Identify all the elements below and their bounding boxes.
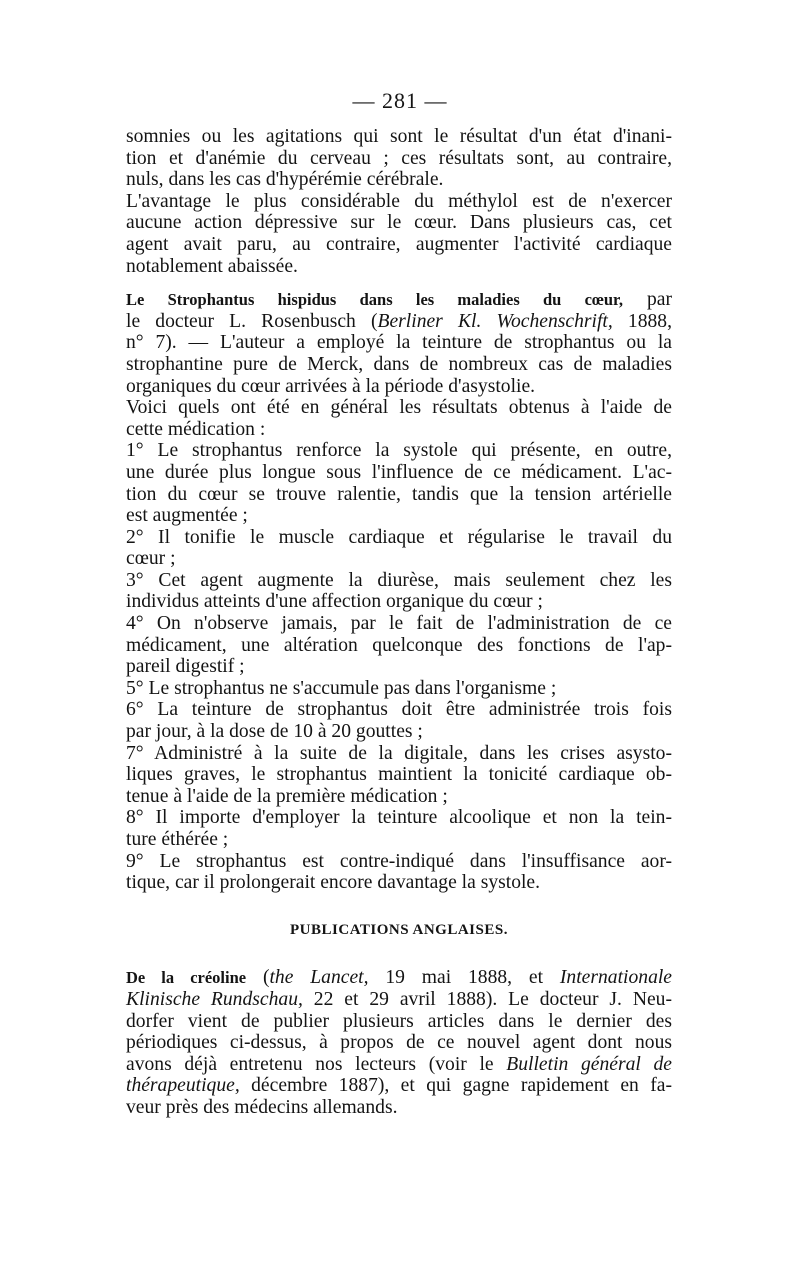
text-line: 6° La teinture de strophantus doit être administrée trois fois	[126, 699, 672, 721]
text-line: 9° Le strophantus est contre-indiqué dans l'insuffisance aor-	[126, 850, 672, 872]
text-line: 4° On n'observe jamais, par le fait de l'administration de ce	[126, 613, 672, 635]
text-line: périodiques ci-dessus, à propos de ce nouvel agent dont nous	[126, 1032, 672, 1054]
text-line: 5° Le strophantus ne s'accumule pas dans l'organisme ;	[126, 677, 557, 699]
text-line: par jour, à la dose de 10 à 20 gouttes ;	[126, 721, 423, 743]
text-line: strophantine pure de Merck, dans de nombreux cas de maladies	[126, 353, 672, 375]
text-line: agent avait paru, au contraire, augmenter l'activité cardiaque	[126, 233, 672, 255]
text-line: organiques du cœur arrivées à la période d'asystolie.	[126, 375, 536, 397]
text-line: médicament, une altération quelconque des fonctions de l'ap-	[126, 634, 672, 656]
text-line: n° 7). — L'auteur a employé la teinture de strophantus ou la	[126, 332, 672, 354]
journal-name: thérapeutique,	[126, 1075, 240, 1097]
text-line	[126, 989, 672, 1011]
list-item	[126, 743, 672, 808]
text-fragment: 1888,	[612, 310, 672, 332]
text-line	[126, 967, 672, 989]
text-line	[126, 1054, 672, 1076]
text-line: 2° Il tonifie le muscle cardiaque et régularise le travail du	[126, 526, 672, 548]
text-line: individus atteints d'une affection organique du cœur ;	[126, 591, 543, 613]
list-item	[126, 570, 672, 613]
text-line: aucune action dépressive sur le cœur. Dans plusieurs cas, cet	[126, 212, 672, 234]
paragraph-methylol	[126, 191, 672, 277]
article-creoline	[126, 967, 672, 1118]
page-body	[126, 126, 672, 1119]
article-strophantus	[126, 289, 672, 440]
text-fragment: avons déjà entretenu nos lecteurs (voir le	[126, 1053, 507, 1075]
journal-name: the Lancet,	[269, 967, 369, 989]
text-line: somnies ou les agitations qui sont le résultat d'un état d'inani-	[126, 126, 672, 147]
journal-name: Internationale	[559, 967, 673, 989]
article-title: De la créoline	[126, 968, 247, 988]
text-line: notablement abaissée.	[126, 255, 298, 277]
text-line: pareil digestif ;	[126, 656, 245, 678]
paragraph-intro	[126, 126, 672, 191]
text-line: L'avantage le plus considérable du méthylol est de n'exercer	[126, 190, 672, 212]
list-item	[126, 440, 672, 526]
text-fragment: 22 et 29 avril 1888). Le docteur J. Neu-	[302, 988, 672, 1010]
journal-name: Berliner Kl. Wochenschrift,	[377, 310, 613, 332]
page-number: — 281 —	[352, 88, 448, 113]
text-line	[126, 1075, 672, 1097]
text-line: cette médication :	[126, 418, 266, 440]
text-line: tion et d'anémie du cerveau ; ces résultats sont, au contraire,	[126, 147, 672, 169]
text-line: dorfer vient de publier plusieurs articles dans le dernier des	[126, 1010, 672, 1032]
text-line: Voici quels ont été en général les résultats obtenus à l'aide de	[126, 397, 672, 419]
text-line: tenue à l'aide de la première médication ;	[126, 785, 448, 807]
text-line	[126, 289, 672, 311]
journal-name: Klinische Rundschau,	[126, 988, 303, 1010]
text-fragment: 19 mai 1888, et	[368, 967, 560, 989]
article-title: Le Strophantus hispidus dans les maladies du cœur,	[126, 290, 623, 310]
text-fragment: (	[246, 967, 270, 989]
text-fragment: décembre 1887), et qui gagne rapidement en fa-	[239, 1075, 672, 1097]
text-line: 1° Le strophantus renforce la systole qui présente, en outre,	[126, 440, 672, 462]
text-line: liques graves, le strophantus maintient la tonicité cardiaque ob-	[126, 764, 672, 786]
text-line: est augmentée ;	[126, 505, 248, 527]
text-line: 3° Cet agent augmente la diurèse, mais seulement chez les	[126, 569, 672, 591]
text-line: 7° Administré à la suite de la digitale, dans les crises asysto-	[126, 742, 672, 764]
text-line: tique, car il prolongerait encore davantage la systole.	[126, 872, 541, 894]
text-line	[126, 311, 672, 333]
text-line: cœur ;	[126, 548, 176, 570]
numbered-list	[126, 440, 672, 893]
text-line: une durée plus longue sous l'influence de ce médicament. L'ac-	[126, 461, 672, 483]
journal-name: Bulletin général de	[506, 1053, 672, 1075]
list-item	[126, 613, 672, 678]
text-line: nuls, dans les cas d'hypérémie cérébrale.	[126, 169, 444, 191]
list-item	[126, 699, 672, 742]
text-line: veur près des médecins allemands.	[126, 1096, 398, 1118]
text-line: ture éthérée ;	[126, 829, 229, 850]
text-fragment: par	[622, 289, 672, 311]
text-line: 8° Il importe d'employer la teinture alcoolique et non la tein-	[126, 807, 672, 829]
text-fragment: le docteur L. Rosenbusch (	[126, 310, 378, 332]
section-heading: PUBLICATIONS ANGLAISES.	[290, 921, 508, 938]
list-item	[126, 851, 672, 894]
list-item	[126, 807, 672, 850]
list-item	[126, 678, 672, 700]
list-item	[126, 527, 672, 570]
text-line: tion du cœur se trouve ralentie, tandis que la tension artérielle	[126, 483, 672, 505]
